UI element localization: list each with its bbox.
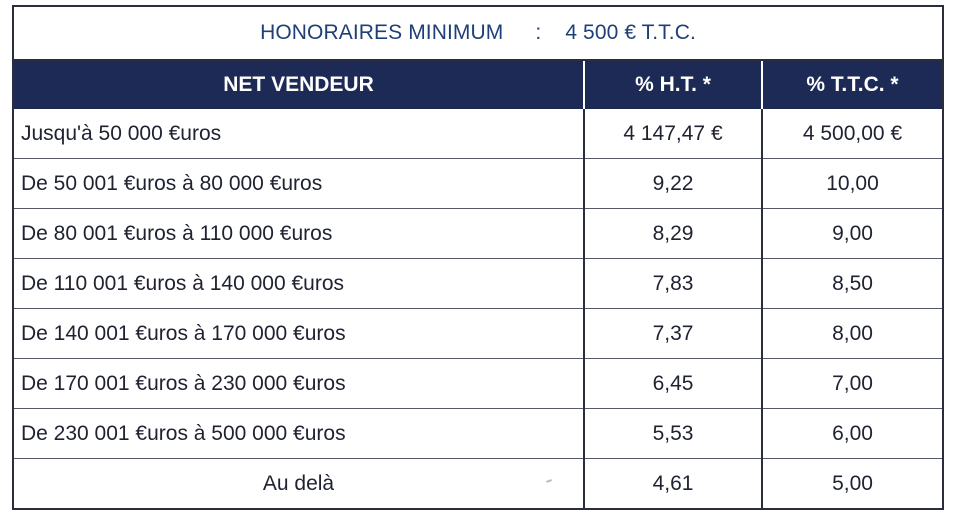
table-row (14, 459, 942, 509)
price-range-cell: De 80 001 €uros à 110 000 €uros (14, 209, 584, 259)
rate-ht-cell: 4 147,47 € (584, 109, 762, 159)
rate-ttc-cell: 7,00 (762, 359, 942, 409)
rate-ht-cell: 8,29 (584, 209, 762, 259)
price-range-cell: De 140 001 €uros à 170 000 €uros (14, 309, 584, 359)
fee-schedule-document (12, 5, 944, 510)
table-row (14, 209, 942, 259)
rate-ttc-cell: 8,00 (762, 309, 942, 359)
rate-ttc-cell: 9,00 (762, 209, 942, 259)
rate-ht-cell: 7,83 (584, 259, 762, 309)
minimum-fee-label: HONORAIRES MINIMUM (260, 21, 504, 44)
rate-ht-cell: 5,53 (584, 409, 762, 459)
price-range-cell: Jusqu'à 50 000 €uros (21, 121, 222, 145)
price-range-cell: Au delà (14, 459, 584, 509)
rate-ht-cell: 4,61 (584, 459, 762, 509)
table-row (14, 259, 942, 309)
minimum-fee-separator: : (535, 21, 542, 44)
price-range-cell: De 170 001 €uros à 230 000 €uros (14, 359, 584, 409)
fee-table-header-row (14, 61, 942, 109)
rate-ht-cell: 6,45 (584, 359, 762, 409)
header-percent-ht: % H.T. * (584, 61, 762, 109)
price-range-cell: De 230 001 €uros à 500 000 €uros (14, 409, 584, 459)
table-row (14, 309, 942, 359)
table-row (14, 159, 942, 209)
price-range-cell: De 110 001 €uros à 140 000 €uros (14, 259, 584, 309)
rate-ht-cell: 7,37 (584, 309, 762, 359)
header-net-vendeur: NET VENDEUR (14, 61, 584, 109)
table-row (14, 409, 942, 459)
table-row (14, 359, 942, 409)
fee-table (14, 61, 942, 508)
minimum-fee-title (14, 7, 942, 61)
rate-ttc-cell: 4 500,00 € (762, 109, 942, 159)
header-percent-ttc: % T.T.C. * (762, 61, 942, 109)
minimum-fee-value: 4 500 € T.T.C. (565, 21, 696, 44)
table-row (14, 109, 942, 159)
rate-ttc-cell: 10,00 (762, 159, 942, 209)
rate-ttc-cell: 6,00 (762, 409, 942, 459)
rate-ttc-cell: 8,50 (762, 259, 942, 309)
rate-ttc-cell: 5,00 (762, 459, 942, 509)
price-range-cell: De 50 001 €uros à 80 000 €uros (14, 159, 584, 209)
rate-ht-cell: 9,22 (584, 159, 762, 209)
